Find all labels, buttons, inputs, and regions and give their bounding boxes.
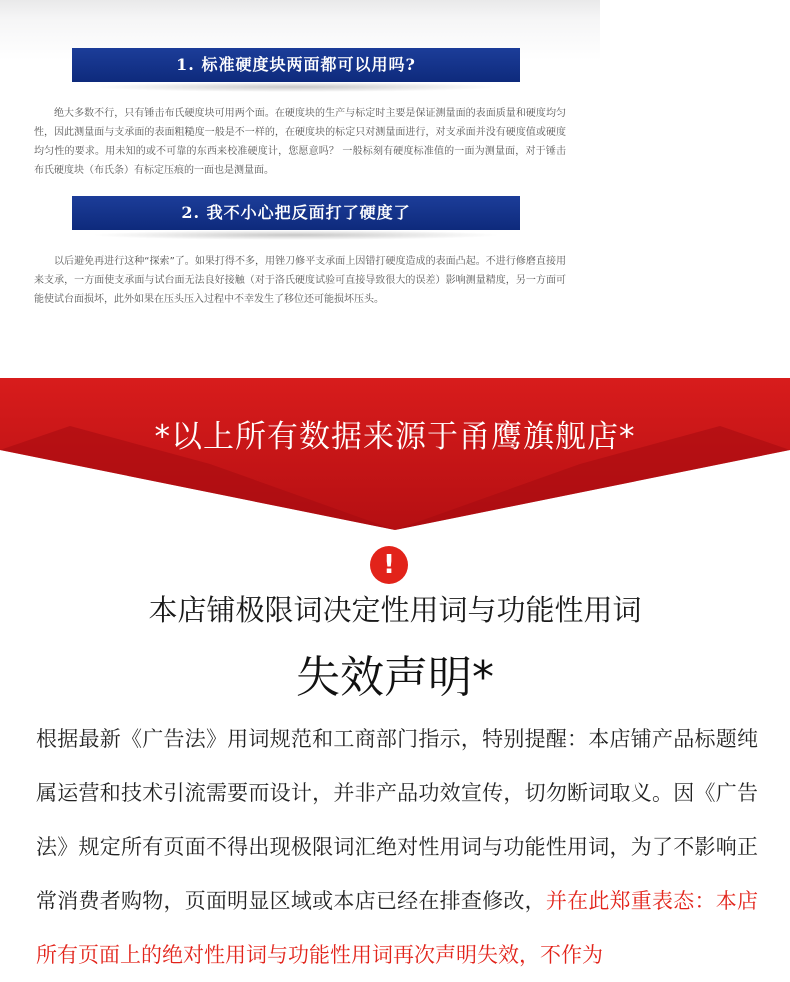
notice-body-text: 根据最新《广告法》用词规范和工商部门指示，特别提醒：本店铺产品标题纯属运营和技术引流需要而设计，并非产品功效宣传，切勿断词取义。因《广告法》规定所有页面不得出现极限词汇绝对性用词与功能性用词，为了不影响正常消费者购物，页面明显区域或本店已经在排查修改， bbox=[36, 727, 758, 913]
question-heading: 2. 我不小心把反面打了硬度了 bbox=[72, 196, 520, 230]
banner-text: *以上所有数据来源于甬鹰旗舰店* bbox=[154, 419, 636, 455]
answer-paragraph: 绝大多数不行，只有锤击布氏硬度块可用两个面。在硬度块的生产与标定时主要是保证测量面的表面质量和硬度均匀性，因此测量面与支承面的表面粗糙度一般是不一样的，在硬度块的标定只对测量面进行，对支承面并没有硬度值或硬度均匀性的要求。用未知的或不可靠的东西来校准硬度计，您愿意吗？ 一般标刻有硬度标准值的一面为测量面，对于锤击布氏硬度块（布氏条）有标定压痕的一面也是测量面。 bbox=[34, 108, 566, 176]
answer-paragraph: 以后避免再进行这种“探索”了。如果打得不多，用锉刀修平支承面上因错打硬度造成的表面凸起。不进行修磨直接用来支承，一方面使支承面与试台面无法良好接触（对于洛氏硬度试验可直接导致很大的误差）影响测量精度，另一方面可能使试台面损坏，此外如果在压头压入过程中不幸发生了移位还可能损坏压头。 bbox=[34, 256, 566, 305]
notice-body-highlight: 并在此郑重表态：本店所有页面上的绝对性用词与功能性用词再次声明失效，不作为 bbox=[36, 889, 759, 967]
faq-panel bbox=[0, 0, 600, 378]
notice-headline: 失效声明* bbox=[296, 652, 494, 703]
heading-shadow bbox=[90, 82, 502, 92]
question-heading: 1. 标准硬度块两面都可以用吗? bbox=[72, 48, 520, 82]
notice-subtitle: 本店铺极限词决定性用词与功能性用词 bbox=[148, 593, 642, 627]
heading-shadow bbox=[90, 230, 502, 240]
notice-body bbox=[36, 712, 758, 982]
exclamation-icon bbox=[370, 546, 408, 584]
exclamation-glyph: ! bbox=[383, 550, 395, 580]
